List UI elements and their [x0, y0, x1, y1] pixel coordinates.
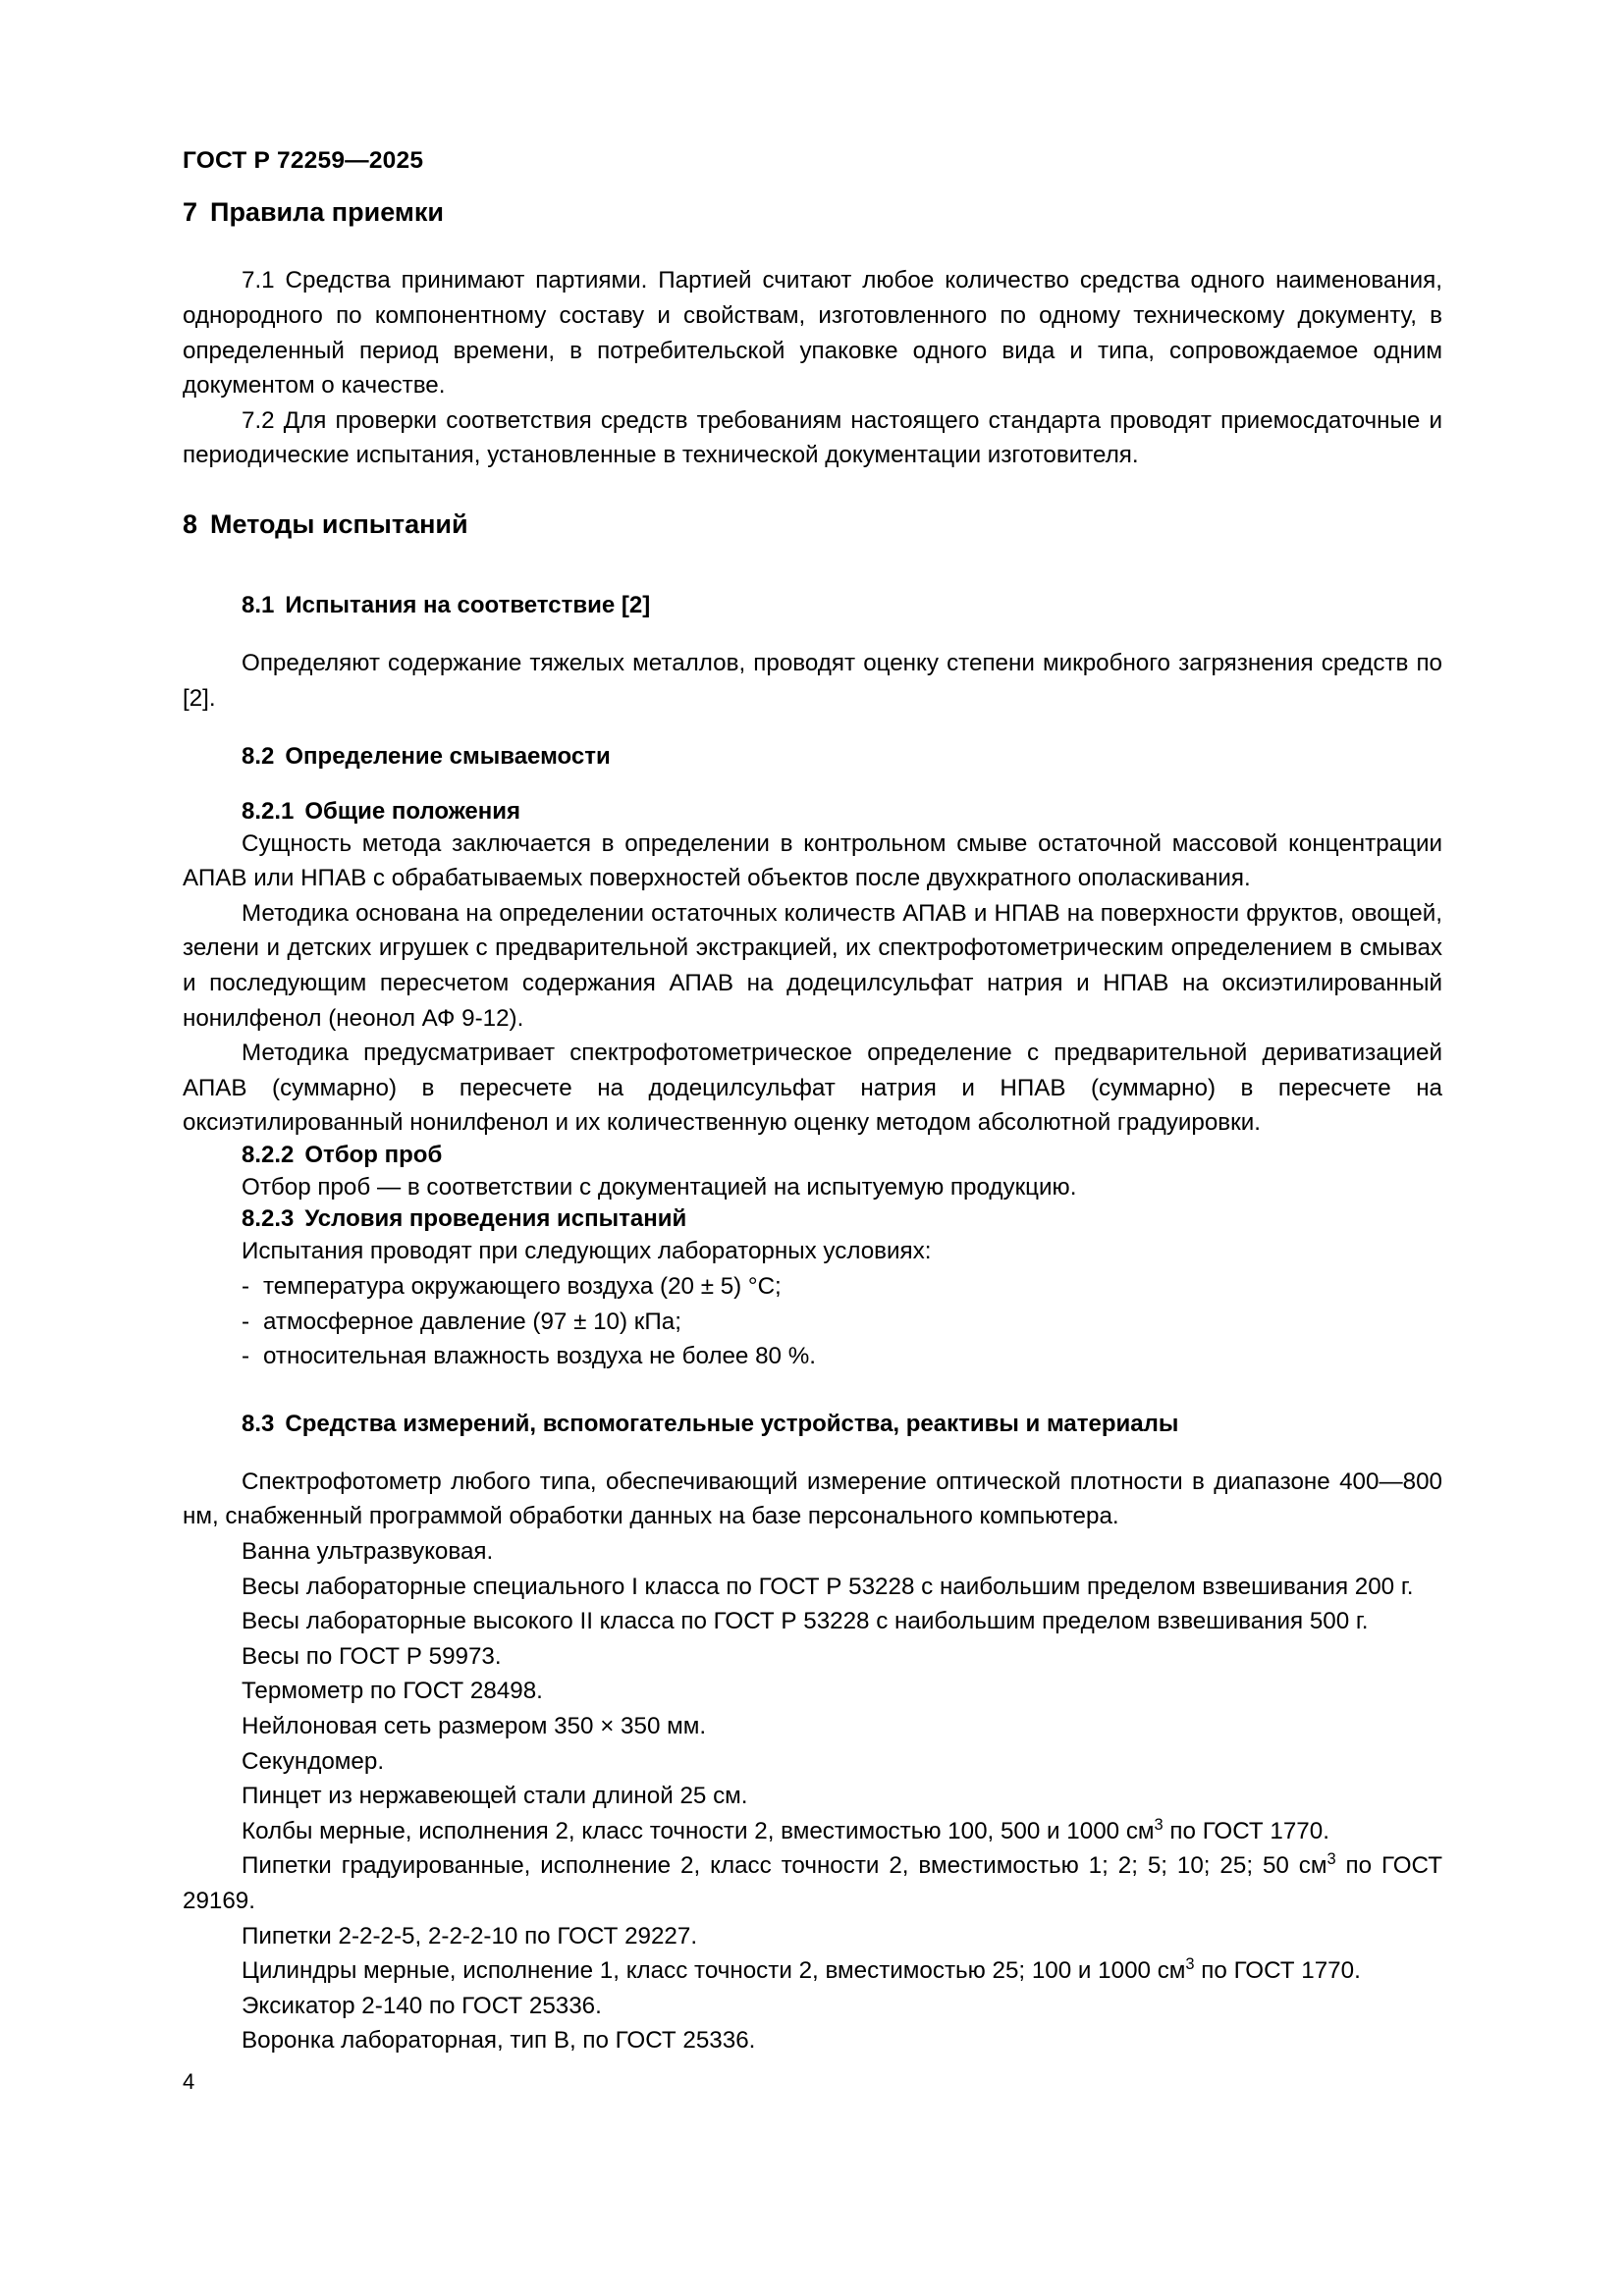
- equipment-item-pipettes-29227: Пипетки 2-2-2-5, 2-2-2-10 по ГОСТ 29227.: [242, 1922, 698, 1949]
- dash-bullet-icon: -: [242, 1308, 250, 1335]
- equipment-item-flasks: [183, 1814, 1442, 1849]
- paragraph-7-1: 7.1 Средства принимают партиями. Партией считают любое количество средства одного наименования, однородного по компонентному составу и свойствам, изготовленного по одному техническому документу, в определенный период времени, в потребительской упаковке одного вида и типа, сопровождаемое одним документом о качестве.: [183, 267, 1442, 400]
- section-title-8: Методы испытаний: [210, 508, 468, 539]
- equipment-item-balance-class-1: Весы лабораторные специального I класса по ГОСТ Р 53228 с наибольшим пределом взвешивания 200 г.: [242, 1573, 1414, 1600]
- subsection-number-8-3: 8.3: [242, 1410, 275, 1437]
- subsection-heading-8-2-3: [183, 1204, 1442, 1234]
- equipment-item-thermometer: Термометр по ГОСТ 28498.: [242, 1678, 543, 1705]
- equipment-item-tweezers: Пинцет из нержавеющей стали длиной 25 см.: [242, 1783, 748, 1810]
- list-item: [183, 1269, 1442, 1305]
- subsection-heading-8-1: [183, 591, 1442, 620]
- equipment-text-before: Колбы мерные, исполнения 2, класс точности 2, вместимостью 100, 500 и 1000 см: [242, 1817, 1155, 1844]
- subsection-heading-8-2-2: [183, 1141, 1442, 1170]
- dash-bullet-icon: -: [242, 1343, 250, 1370]
- paragraph-8-1-body: Определяют содержание тяжелых металлов, проводят оценку степени микробного загрязнения средств по [2].: [183, 650, 1442, 712]
- equipment-item-nylon-net: Нейлоновая сеть размером 350 × 350 мм.: [242, 1713, 707, 1739]
- condition-text: температура окружающего воздуха (20 ± 5) °C;: [263, 1273, 782, 1301]
- dash-bullet-icon: -: [242, 1273, 250, 1301]
- paragraph-8-2-1-b: Методика основана на определении остаточных количеств АПАВ и НПАВ на поверхности фруктов, овощей, зелени и детских игрушек с предварительной экстракцией, их спектрофотометрическим определением в смывах и последующим пересчетом содержания АПАВ на додецилсульфат натрия и НПАВ на оксиэтилированный нонилфенол (неонол АФ 9-12).: [183, 899, 1442, 1032]
- equipment-item-balance-class-2: Весы лабораторные высокого II класса по ГОСТ Р 53228 с наибольшим пределом взвешивания 500 г.: [242, 1608, 1369, 1635]
- list-item: [183, 1305, 1442, 1340]
- paragraph-8-2-3-intro: Испытания проводят при следующих лабораторных условиях:: [242, 1238, 932, 1265]
- subsection-title-8-2: Определение смываемости: [285, 742, 611, 770]
- paragraph-7-2: 7.2 Для проверки соответствия средств требованиям настоящего стандарта проводят приемосдаточные и периодические испытания, установленные в технической документации изготовителя.: [183, 406, 1442, 469]
- page-body: [183, 196, 1442, 2058]
- subsection-number-8-2-2: 8.2.2: [242, 1141, 295, 1168]
- subsection-number-8-2-1: 8.2.1: [242, 797, 295, 825]
- equipment-item-balance-59973: Весы по ГОСТ Р 59973.: [242, 1642, 502, 1670]
- paragraph-8-3-intro: Спектрофотометр любого типа, обеспечивающий измерение оптической плотности в диапазоне 400—800 нм, снабженный программой обработки данных на базе персонального компьютера.: [183, 1468, 1442, 1530]
- subsection-heading-8-2: [183, 742, 1442, 772]
- paragraph-8-2-1-a: Сущность метода заключается в определении в контрольном смыве остаточной массовой концентрации АПАВ или НПАВ с обрабатываемых поверхностей объектов после двухкратного ополаскивания.: [183, 829, 1442, 892]
- subsection-title-8-2-3: Условия проведения испытаний: [304, 1205, 687, 1233]
- superscript-cubic: 3: [1185, 1955, 1195, 1974]
- superscript-cubic: 3: [1154, 1815, 1164, 1834]
- paragraph-8-2-1-c: Методика предусматривает спектрофотометрическое определение с предварительной дериватизацией АПАВ (суммарно) в пересчете на додецилсульфат натрия и НПАВ (суммарно) в пересчете на оксиэтилированный нонилфенол и их количественную оценку методом абсолютной градуировки.: [183, 1040, 1442, 1137]
- section-heading-8: [183, 508, 1442, 540]
- running-header: ГОСТ Р 72259—2025: [183, 147, 424, 174]
- subsection-number-8-2: 8.2: [242, 742, 275, 770]
- paragraph-8-2-2-body: Отбор проб — в соответствии с документацией на испытуемую продукцию.: [242, 1173, 1077, 1201]
- subsection-title-8-2-2: Отбор проб: [304, 1141, 443, 1168]
- equipment-item-cylinders: [183, 1953, 1442, 1989]
- subsection-number-8-2-3: 8.2.3: [242, 1205, 295, 1233]
- superscript-cubic: 3: [1326, 1850, 1336, 1869]
- equipment-text-before: Пипетки градуированные, исполнение 2, класс точности 2, вместимостью 1; 2; 5; 10; 25; 50 см: [242, 1852, 1327, 1880]
- subsection-title-8-2-1: Общие положения: [304, 797, 521, 825]
- equipment-text-before: Цилиндры мерные, исполнение 1, класс точности 2, вместимостью 25; 100 и 1000 см: [242, 1957, 1186, 1985]
- equipment-item-desiccator: Эксикатор 2-140 по ГОСТ 25336.: [242, 1992, 602, 2019]
- list-item: [183, 1339, 1442, 1374]
- subsection-heading-8-2-1: [183, 797, 1442, 827]
- section-title-7: Правила приемки: [210, 197, 444, 227]
- equipment-item-funnel: Воронка лабораторная, тип В, по ГОСТ 25336.: [242, 2027, 756, 2055]
- subsection-number-8-1: 8.1: [242, 592, 275, 619]
- condition-text: атмосферное давление (97 ± 10) кПа;: [263, 1308, 681, 1335]
- equipment-text-after: по ГОСТ 29169.: [183, 1852, 1442, 1914]
- equipment-item-graduated-pipettes: [183, 1848, 1442, 1918]
- subsection-title-8-1: Испытания на соответствие [2]: [285, 592, 651, 619]
- subsection-title-8-3: Средства измерений, вспомогательные устройства, реактивы и материалы: [285, 1410, 1179, 1437]
- section-number-8: 8: [183, 508, 198, 539]
- equipment-item-ultrasonic-bath: Ванна ультразвуковая.: [242, 1538, 494, 1566]
- equipment-text-after: по ГОСТ 1770.: [1194, 1957, 1361, 1985]
- equipment-item-stopwatch: Секундомер.: [242, 1747, 385, 1775]
- subsection-heading-8-3: [183, 1410, 1442, 1439]
- condition-text: относительная влажность воздуха не более 80 %.: [263, 1343, 816, 1370]
- page-number: 4: [183, 2069, 195, 2094]
- section-number-7: 7: [183, 197, 198, 227]
- equipment-text-after: по ГОСТ 1770.: [1163, 1817, 1329, 1844]
- section-heading-7: [183, 196, 1442, 228]
